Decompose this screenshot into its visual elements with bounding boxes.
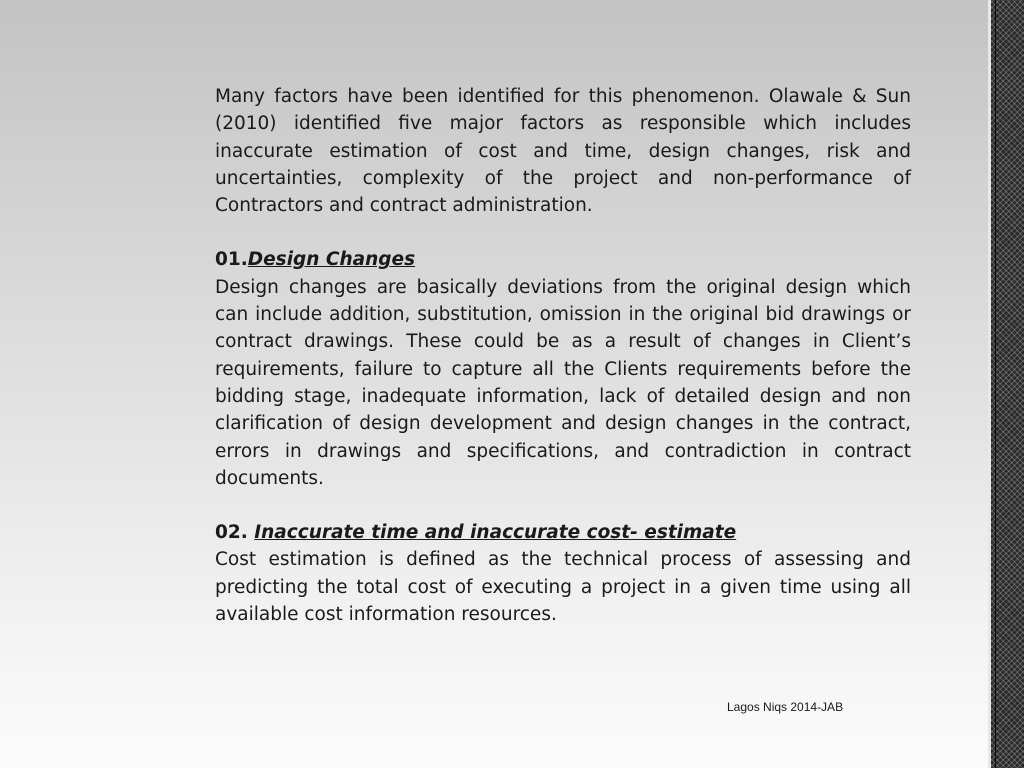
section-title: Inaccurate time and inaccurate cost- estimate xyxy=(254,522,737,544)
section-heading-design-changes xyxy=(215,246,911,273)
section-heading-inaccurate-estimate xyxy=(215,519,911,546)
decorative-right-border xyxy=(988,0,1024,768)
section-separator: . xyxy=(240,522,255,544)
section-separator: . xyxy=(240,249,248,271)
section-body-design-changes: Design changes are basically deviations from the original design which can include addition, substitution, omission in the original bid drawings or contract drawings. These could be as a result of changes in Client’s requirements, failure to capture all the Clients requirements before the bidding stage, inadequate information, lack of detailed design and non clarification of design development and design changes in the contract, errors in drawings and specifications, and contradiction in contract documents. xyxy=(215,276,911,489)
section-number: 02 xyxy=(215,522,241,544)
intro-paragraph: Many factors have been identified for this phenomenon. Olawale & Sun (2010) identified five major factors as responsible which includes inaccurate estimation of cost and time, design changes, risk and uncertainties, complexity of the project and non-performance of Contractors and contract administration. xyxy=(215,86,911,217)
section-number: 01 xyxy=(215,249,241,271)
spacer xyxy=(215,219,911,246)
spacer xyxy=(215,492,911,519)
section-body-inaccurate-estimate: Cost estimation is defined as the technical process of assessing and predicting the total cost of executing a project in a given time using all available cost information resources. xyxy=(215,549,911,626)
slide-content xyxy=(215,83,911,628)
footer-text: Lagos Niqs 2014-JAB xyxy=(727,700,844,714)
section-title: Design Changes xyxy=(247,249,416,271)
